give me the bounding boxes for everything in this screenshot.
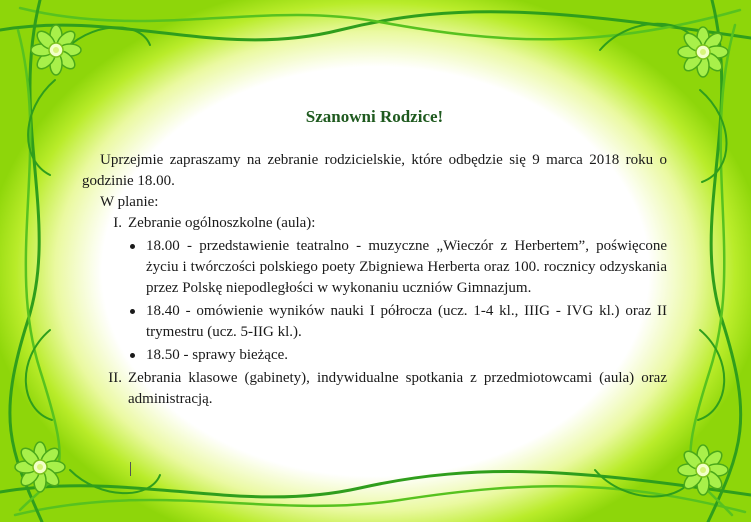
plan-label: W planie: <box>100 194 159 210</box>
agenda-section-2 <box>82 368 667 410</box>
letter-content <box>82 106 667 410</box>
list-item: 18.40 - omówienie wyników nauki I półrocza (ucz. 1-4 kl., IIIG - IVG kl.) oraz II trymestru (ucz. 5-IIG kl.). <box>82 301 667 343</box>
section-number: I. <box>113 215 122 231</box>
section-text: Zebranie ogólnoszkolne (aula): <box>128 215 316 231</box>
list-item: 18.50 - sprawy bieżące. <box>82 345 667 366</box>
letter-intro: Uprzejmie zapraszamy na zebranie rodzicielskie, które odbędzie się 9 marca 2018 roku o godzinie 18.00. <box>82 152 667 189</box>
list-item: 18.00 - przedstawienie teatralno - muzyczne „Wieczór z Herbertem”, poświęcone życiu i twórczości polskiego poety Zbigniewa Herberta oraz 100. rocznicy odzyskania przez Polskę niepodległości w wykonaniu uczniów Gimnazjum. <box>82 236 667 299</box>
agenda-section-1 <box>82 213 667 234</box>
agenda-list-continued <box>82 368 667 410</box>
section-text: Zebrania klasowe (gabinety), indywidualne spotkania z przedmiotowcami (aula) oraz administracją. <box>128 370 667 407</box>
letter-title: Szanowni Rodzice! <box>305 107 444 126</box>
agenda-items <box>82 236 667 366</box>
agenda-list <box>82 213 667 234</box>
text-cursor <box>130 462 131 476</box>
section-number: II. <box>108 370 122 386</box>
